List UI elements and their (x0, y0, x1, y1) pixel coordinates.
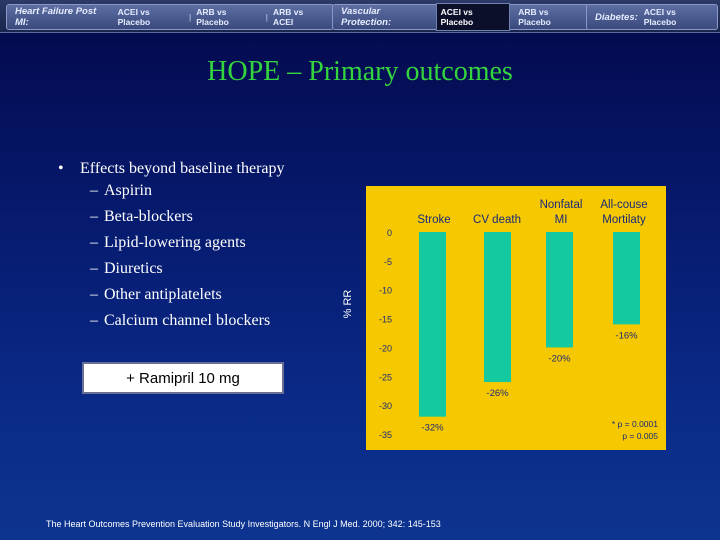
bar-4 (613, 232, 640, 324)
nav-item-arb-vs-placebo[interactable]: ARB vs Placebo (196, 7, 229, 27)
nav-item-acei-vs-placebo[interactable]: ACEI vs Placebo (117, 7, 151, 27)
y-tick-label: -35 (378, 430, 392, 440)
y-tick-label: -15 (378, 314, 392, 325)
bullet-sub (90, 260, 285, 278)
nav-section-vascular-protection (332, 4, 590, 30)
bar-value-label: -16% (615, 330, 638, 342)
category-label: CV death (473, 214, 521, 226)
bullet-dash: – (90, 234, 98, 251)
nav-item-vascular-acei-vs-placebo[interactable]: ACEI vs Placebo (436, 3, 511, 31)
bar-1 (419, 232, 446, 417)
bullet-sub (90, 312, 285, 330)
bullet-main-text: Effects beyond baseline therapy (80, 160, 285, 177)
bullet-dash: – (90, 286, 98, 303)
category-label: Mortilaty (602, 214, 646, 226)
bullet-dash: – (90, 260, 98, 277)
citation-footer: The Heart Outcomes Prevention Evaluation Study Investigators. N Engl J Med. 2000; 342: 145-153 (46, 519, 441, 529)
bullet-list (58, 160, 285, 338)
chart-svg (366, 186, 666, 450)
bullet-main (58, 160, 285, 178)
bullet-sub (90, 182, 285, 200)
y-tick-label: -25 (378, 372, 392, 383)
category-label: Stroke (417, 214, 451, 226)
bullet-sub (90, 286, 285, 304)
bullet-sub-text: Aspirin (104, 182, 152, 199)
y-tick-label: -30 (378, 401, 392, 412)
bar-3 (546, 232, 573, 347)
bar-2 (484, 232, 511, 382)
bullet-dash: – (90, 312, 98, 329)
category-label: Nonfatal (539, 199, 583, 211)
bar-value-label: -26% (486, 388, 509, 400)
nav-section-title: Vascular Protection: (341, 6, 392, 28)
bullet-sub-text: Other antiplatelets (104, 286, 222, 303)
ramipril-label-box: + Ramipril 10 mg (82, 362, 284, 394)
significance-annotation: p = 0.005 (622, 431, 658, 441)
bullet-sub-text: Lipid-lowering agents (104, 234, 246, 251)
top-navigation-bar (0, 0, 720, 33)
category-label: All-couse (600, 199, 648, 211)
bullet-marker: • (58, 160, 64, 177)
slide-title: HOPE – Primary outcomes (207, 56, 513, 87)
nav-item-arb-vs-acei[interactable]: ARB vs ACEI (272, 7, 304, 27)
y-tick-label: -10 (378, 285, 392, 296)
bullet-sub (90, 234, 285, 252)
bar-value-label: -32% (421, 422, 444, 434)
category-label: MI (554, 214, 568, 226)
y-tick-label: 0 (386, 228, 392, 238)
significance-annotation: * p = 0.0001 (611, 419, 658, 429)
bullet-sub-text: Beta-blockers (104, 208, 193, 225)
bullet-sub-text: Diuretics (104, 260, 163, 277)
y-tick-label: -20 (378, 343, 392, 354)
nav-section-title: Heart Failure Post MI: (15, 6, 97, 28)
outcomes-bar-chart (366, 186, 666, 450)
bullet-sub (90, 208, 285, 226)
nav-section-diabetes (586, 4, 718, 30)
y-tick-label: -5 (383, 256, 392, 267)
nav-separator: | (189, 12, 192, 22)
bullet-dash: – (90, 182, 98, 199)
nav-separator: | (265, 12, 268, 22)
nav-section-title: Diabetes: (595, 11, 638, 23)
nav-item-diabetes-acei-vs-placebo[interactable]: ACEI vs Placebo (643, 7, 677, 27)
bar-value-label: -20% (548, 353, 571, 365)
nav-section-heart-failure (6, 4, 334, 30)
bullet-dash: – (90, 208, 98, 225)
chart-y-axis-label: % RR (342, 289, 354, 319)
bullet-sub-text: Calcium channel blockers (104, 312, 271, 329)
nav-item-vascular-arb-vs-placebo[interactable]: ARB vs Placebo (518, 7, 551, 27)
